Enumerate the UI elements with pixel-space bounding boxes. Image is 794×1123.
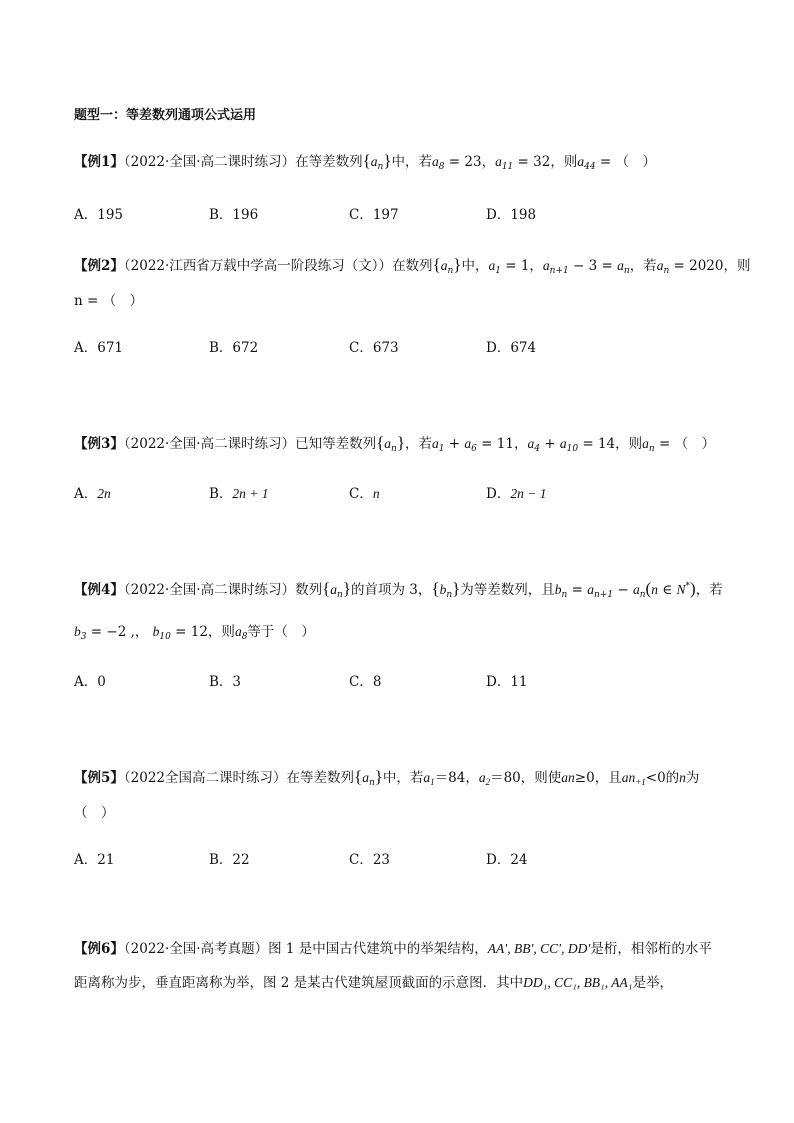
option-c: C．197: [349, 207, 399, 223]
option-c: C．n: [349, 486, 380, 502]
question-3-text: ，: [513, 436, 528, 452]
question-2-text: ，: [529, 258, 543, 274]
question-3-source: （2022·全国·高二课时练习）: [123, 436, 296, 452]
question-6-formula: AA′, BB′, CC′, DD′: [487, 941, 591, 956]
question-5-line2: （ ）: [74, 805, 115, 821]
question-4-text: 等于（ ）: [247, 624, 315, 640]
option-d: D．11: [486, 674, 528, 690]
option-c: C．673: [349, 340, 399, 356]
question-6-text: 图 1 是中国古代建筑中的举架结构，: [268, 941, 488, 957]
question-1-text: ，则: [550, 154, 578, 170]
option-b: B．196: [209, 207, 259, 223]
question-1-text: 中，若: [391, 154, 432, 170]
question-5-text: 为: [685, 770, 700, 786]
option-d: D．2n − 1: [486, 486, 547, 502]
option-b: B．3: [209, 674, 242, 690]
question-4-line2: $b_3 = -2$ ,， $b_{10} = 12$，则$a_8$等于（ ）: [74, 624, 315, 642]
question-5-text: 在等差数列: [286, 770, 355, 786]
question-5-text: 中，若: [382, 770, 424, 786]
option-a: A．195: [74, 207, 124, 223]
option-c: C．8: [349, 674, 382, 690]
question-1-text: （ ）: [615, 154, 656, 170]
question-1-text: 在等差数列: [295, 154, 363, 170]
question-1-source: （2022·全国·高二课时练习）: [123, 154, 296, 170]
question-6-tag: 【例6】: [74, 941, 124, 957]
question-4-text: 数列: [295, 582, 323, 598]
option-c: C．23: [349, 852, 391, 868]
section-title: 题型一：等差数列通项公式运用: [74, 108, 257, 123]
question-4-text: ，若: [695, 582, 723, 598]
question-2-text: 在数列: [392, 258, 433, 274]
question-6-line2: [74, 971, 673, 991]
question-4-text: 的首项为 3，: [351, 582, 432, 598]
option-d: D．674: [486, 340, 537, 356]
question-5-tag: 【例5】: [74, 770, 124, 786]
question-3: 【例3】（2022·全国·高二课时练习）已知等差数列$\{a_n\}$，若$a_1 + a_6 = 11$，$a_4 + a_{10} = 14$，则$a_n$ = （ ）: [74, 433, 716, 454]
question-1-text: ，: [481, 154, 496, 170]
question-2-text: ，若: [629, 258, 657, 274]
question-1: 【例1】（2022·全国·高二课时练习）在等差数列$\{a_n\}$中，若$a_8 = 23$，$a_{11} = 32$，则$a_{44}$ = （ ）: [74, 151, 656, 172]
question-5-text: 的: [665, 770, 680, 786]
question-4: 【例4】（2022·全国·高二课时练习）数列$\{a_n\}$的首项为 3，$\{b_n\}$为等差数列，且$b_n = a_{n+1} - a_n(n$ ∈ N*)，若: [74, 579, 723, 600]
question-3-text: ，若: [405, 436, 432, 452]
question-3-text: ，则: [615, 436, 643, 452]
question-3-text: （ ）: [674, 436, 716, 452]
question-4-tag: 【例4】: [74, 582, 124, 598]
option-a: A．0: [74, 674, 106, 690]
question-4-text: 为等差数列，且: [460, 582, 555, 598]
question-2-tag: 【例2】: [74, 258, 124, 274]
question-6-text: 是桁，相邻桁的水平: [590, 941, 712, 957]
option-a: A．2n: [74, 486, 111, 502]
question-1-tag: 【例1】: [74, 154, 124, 170]
question-3-text: 已知等差数列: [295, 436, 377, 452]
question-5-text: ，则使: [520, 770, 562, 786]
question-5-text: ，: [465, 770, 479, 786]
option-a: A．21: [74, 852, 115, 868]
question-6-text: 是举，: [632, 975, 673, 991]
question-6: [74, 937, 712, 957]
option-b: B．22: [209, 852, 250, 868]
option-a: A．671: [74, 340, 124, 356]
question-6-source: （2022·全国·高考真题）: [123, 941, 269, 957]
question-4-source: （2022·全国·高二课时练习）: [123, 582, 296, 598]
question-3-tag: 【例3】: [74, 436, 124, 452]
question-2-source: （2022·江西省万载中学高一阶段练习（文））: [123, 258, 393, 274]
option-b: B．2n + 1: [209, 486, 269, 502]
option-d: D．198: [486, 207, 537, 223]
question-2-text: ，则: [723, 258, 751, 274]
question-6-formula: DD₁, CC₁, BB₁, AA₁: [523, 975, 633, 990]
question-2-text: 中，: [461, 258, 489, 274]
question-5: 【例5】（2022全国高二课时练习）在等差数列$\{a_n\}$中，若$a_1=84$，$a_2=80$，则使an≥0，且$an_{+1}<0$的n为: [74, 767, 700, 788]
question-2-line2: n = （ ）: [74, 293, 144, 309]
option-b: B．672: [209, 340, 259, 356]
question-5-source: （2022全国高二课时练习）: [123, 770, 287, 786]
question-4-text: ，则: [207, 624, 235, 640]
question-2: 【例2】（2022·江西省万载中学高一阶段练习（文））在数列$\{a_n\}$中，$a_1 = 1$，$a_{n+1} - 3 = a_n$，若$a_n = 2020$，则: [74, 255, 751, 276]
question-6-text: 距离称为步，垂直距离称为举，图 2 是某古代建筑屋顶截面的示意图．其中: [74, 975, 524, 991]
question-5-text: ，且: [594, 770, 622, 786]
option-d: D．24: [486, 852, 528, 868]
